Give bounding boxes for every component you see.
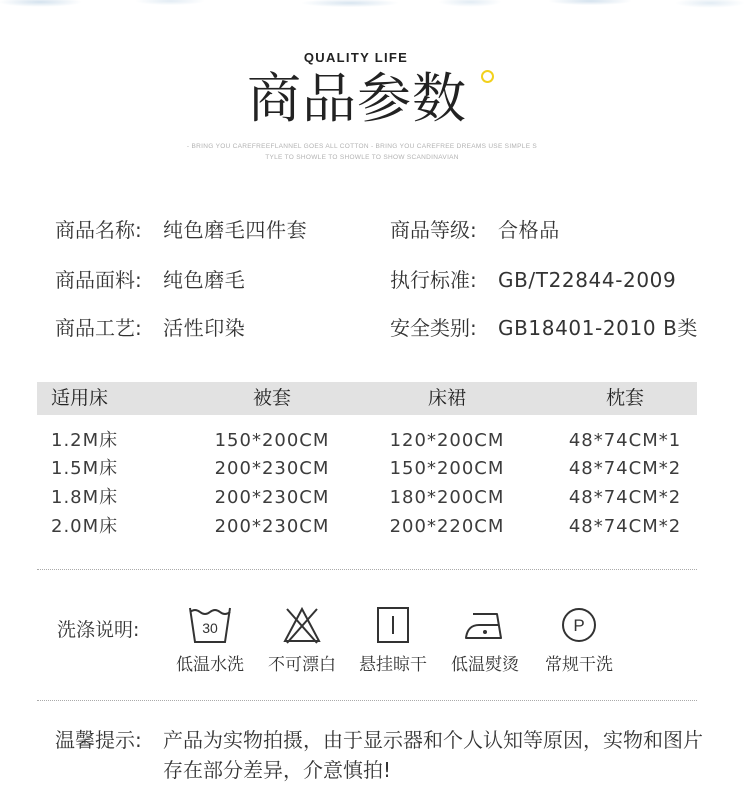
table-header-bed-skirt: 床裙	[427, 387, 466, 409]
param-product-grade	[390, 218, 560, 242]
wash-temperature: 30	[202, 620, 218, 636]
param-value: GB18401-2010 B类	[498, 316, 699, 340]
table-cell-duvet-cover: 200*230CM	[214, 458, 330, 479]
param-label: 安全类别:	[390, 316, 477, 340]
table-cell-bed: 1.2M床	[51, 430, 119, 451]
care-item-label: 不可漂白	[268, 655, 336, 675]
table-cell-duvet-cover: 200*230CM	[214, 516, 330, 537]
accent-circle-icon	[481, 70, 494, 83]
table-cell-pillowcase: 48*74CM*1	[568, 430, 682, 451]
care-item-label: 常规干洗	[545, 655, 613, 675]
table-cell-bed-skirt: 200*220CM	[389, 516, 505, 537]
table-header-pillowcase: 枕套	[605, 387, 644, 409]
notice-line: 产品为实物拍摄，由于显示器和个人认知等原因，实物和图片	[163, 728, 703, 752]
care-item-no-bleach	[257, 605, 347, 675]
table-cell-bed: 2.0M床	[51, 516, 119, 537]
param-value: 活性印染	[163, 316, 246, 340]
param-fabric	[55, 268, 245, 292]
hang-dry-icon	[373, 605, 413, 645]
param-label: 商品面料:	[55, 268, 142, 292]
table-cell-bed: 1.5M床	[51, 458, 119, 479]
care-item-label: 低温水洗	[176, 655, 244, 675]
no-bleach-icon	[282, 605, 322, 645]
care-item-dry-clean	[534, 605, 624, 675]
param-product-name	[55, 218, 307, 242]
size-table-header	[37, 382, 697, 415]
eyebrow-text: QUALITY LIFE	[303, 50, 409, 65]
care-item-low-temp-iron	[440, 605, 530, 675]
care-item-low-temp-wash	[165, 605, 255, 675]
table-cell-bed-skirt: 180*200CM	[389, 487, 505, 508]
page-title: 商品参数	[247, 67, 467, 130]
table-cell-duvet-cover: 200*230CM	[214, 487, 330, 508]
table-row	[37, 455, 697, 483]
dotted-divider	[37, 569, 697, 570]
care-item-label: 低温熨烫	[451, 655, 519, 675]
care-item-hang-dry	[348, 605, 438, 675]
notice-label: 温馨提示:	[55, 728, 142, 752]
table-cell-pillowcase: 48*74CM*2	[568, 516, 682, 537]
care-item-label: 悬挂晾干	[359, 655, 427, 675]
top-decoration	[0, 0, 750, 16]
param-label: 商品等级:	[390, 218, 477, 242]
table-cell-pillowcase: 48*74CM*2	[568, 458, 682, 479]
param-standard	[390, 268, 676, 292]
wash-30-icon	[188, 605, 232, 645]
tagline-line-2: TYLE TO SHOWLE TO SHOWLE TO SHOW SCANDINAVIAN	[265, 154, 459, 161]
table-row	[37, 427, 697, 455]
param-value: GB/T22844-2009	[498, 268, 677, 292]
table-cell-bed-skirt: 120*200CM	[389, 430, 505, 451]
table-header-bed: 适用床	[51, 387, 109, 409]
param-value: 合格品	[498, 218, 560, 242]
table-row	[37, 484, 697, 512]
table-header-duvet-cover: 被套	[252, 387, 291, 409]
param-craft	[55, 316, 245, 340]
dry-clean-p-icon	[559, 605, 599, 645]
care-instructions-label: 洗涤说明:	[57, 619, 140, 641]
dry-clean-symbol: P	[573, 616, 585, 635]
table-row	[37, 513, 697, 541]
table-cell-duvet-cover: 150*200CM	[214, 430, 330, 451]
tagline-line-1: - BRING YOU CAREFREEFLANNEL GOES ALL COTTON - BRING YOU CAREFREE DREAMS USE SIMPLE S	[186, 143, 538, 150]
param-value: 纯色磨毛四件套	[163, 218, 308, 242]
param-value: 纯色磨毛	[163, 268, 246, 292]
param-safety-category	[390, 316, 698, 340]
table-cell-bed-skirt: 150*200CM	[389, 458, 505, 479]
param-label: 商品工艺:	[55, 316, 142, 340]
param-label: 商品名称:	[55, 218, 142, 242]
iron-low-icon	[463, 605, 507, 645]
notice-line: 存在部分差异，介意慎拍!	[163, 758, 392, 782]
table-cell-bed: 1.8M床	[51, 487, 119, 508]
table-cell-pillowcase: 48*74CM*2	[568, 487, 682, 508]
param-label: 执行标准:	[390, 268, 477, 292]
dotted-divider	[37, 700, 697, 701]
